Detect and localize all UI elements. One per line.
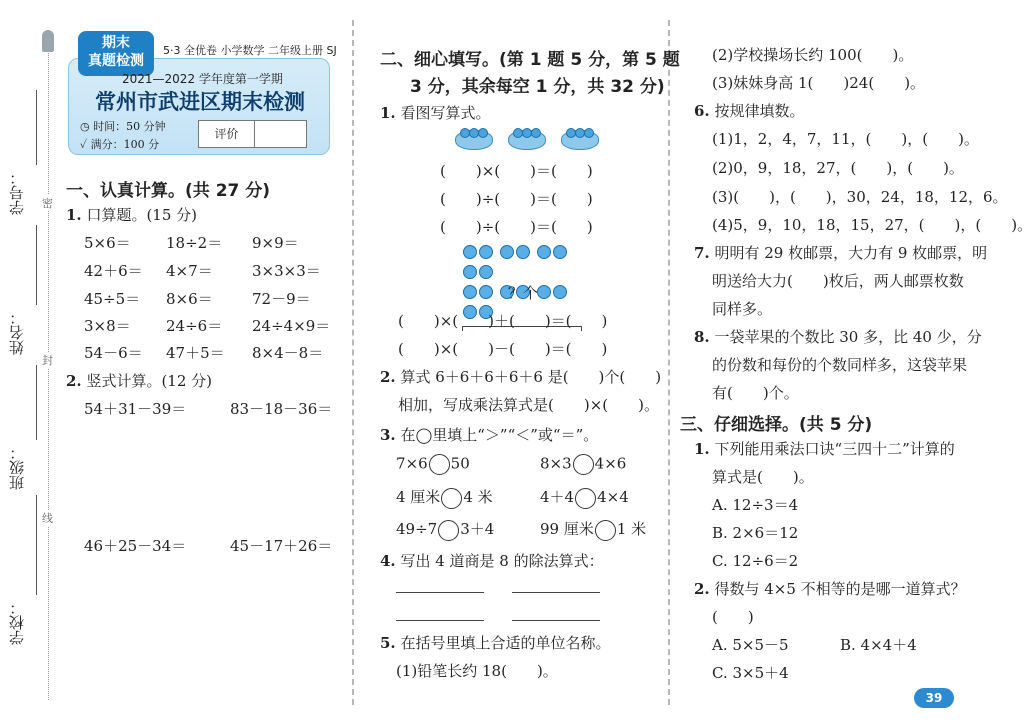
oral-item: 5×6＝ [84,234,131,252]
plates-illustration [455,130,599,154]
class-label: 班级： [8,445,26,490]
choice-1: 1. 下列能用乘法口诀“三四十二”计算的 [694,440,955,458]
seal-char: 密 [42,197,53,210]
apple-icon [553,285,567,299]
apple-icon [463,245,477,259]
oral-item: 45÷5＝ [84,290,141,308]
question-2-2-cont: 相加，写成乘法算式是( )×( )。 [398,396,659,414]
apple-icon [463,285,477,299]
answer-line[interactable] [396,592,484,593]
pattern-item: (1)1，2，4，7，11，( )，( )。 [712,130,979,148]
check-icon: ✓ [80,138,88,151]
choice-1-option-a[interactable]: A. 12÷3＝4 [712,496,799,514]
apple-icon [500,245,514,259]
plate-icon [455,130,493,150]
question-2-5-sub1: (1)铅笔长约 18( )。 [396,662,558,680]
section-2-title-cont: 3 分，其余每空 1 分，共 32 分) [410,77,665,97]
compare-circle[interactable] [595,520,616,541]
question-2-4: 4. 写出 4 道商是 8 的除法算式： [380,552,604,570]
school-line[interactable] [36,495,37,595]
oral-item: 3×8＝ [84,317,131,335]
page-number: 39 [914,688,954,708]
compare-item: 49÷7 3＋4 [396,518,494,541]
question-2-1: 1. 看图写算式。 [380,104,491,122]
name-line[interactable] [36,225,37,305]
oral-item: 8×6＝ [166,290,213,308]
section-3-title: 三、仔细选择。(共 5 分) [680,415,873,435]
compare-circle[interactable] [441,488,462,509]
apple-icon [537,245,551,259]
answer-line[interactable] [396,620,484,621]
equation-row: ( )×( )＋( )＝( ) [398,312,608,330]
question-2-5-sub3: (3)妹妹身高 1( )24( )。 [712,74,926,92]
answer-line[interactable] [512,592,600,593]
question-2-2: 2. 算式 6＋6＋6＋6＋6 是( )个( ) [380,368,662,386]
school-year: 2021—2022 学年度第一学期 [122,72,283,86]
question-2-6: 6. 按规律填数。 [694,102,805,120]
question-1-2: 2. 竖式计算。(12 分) [66,372,213,390]
apple-icon [463,265,477,279]
evaluation-box [198,120,307,148]
binding-dotted-line [48,45,49,700]
equation-row: ( )×( )－( )＝( ) [398,340,608,358]
vertical-calc-item: 54＋31－39＝ [84,400,187,418]
choice-1-cont: 算式是( )。 [712,468,814,486]
compare-item: 99 厘米 1 米 [540,518,646,541]
oral-item: 8×4－8＝ [252,344,324,362]
oral-item: 18÷2＝ [166,234,223,252]
oral-item: 72－9＝ [252,290,311,308]
exam-time: ◷ 时间：50 分钟 [80,120,166,133]
oral-item: 4×7＝ [166,262,213,280]
apple-icon [516,245,530,259]
plate-icon [508,130,546,150]
answer-line[interactable] [512,620,600,621]
question-2-8-cont: 有( )个。 [712,384,799,402]
clock-icon: ◷ [80,120,90,133]
apple-icon [479,245,493,259]
question-2-7: 7. 明明有 29 枚邮票，大力有 9 枚邮票，明 [694,244,988,262]
student-number-line[interactable] [36,90,37,165]
apple-icon [479,285,493,299]
choice-1-option-b[interactable]: B. 2×6＝12 [712,524,799,542]
vertical-calc-item: 83－18－36＝ [230,400,333,418]
choice-2: 2. 得数与 4×5 不相等的是哪一道算式？ [694,580,966,598]
series-info: 5·3 全优卷 小学数学 二年级上册 SJ [163,44,337,57]
question-2-8-cont: 的份数和每份的个数同样多，这袋苹果 [712,356,968,374]
question-1-1: 1. 口算题。(15 分) [66,206,198,224]
question-2-5-sub2: (2)学校操场长约 100( )。 [712,46,914,64]
seal-char: 线 [42,512,53,525]
pattern-item: (4)5，9，10，18，15，27，( )，( )。 [712,216,1032,234]
compare-item: 4＋4 4×4 [540,486,629,509]
page-title: 常州市武进区期末检测 [95,90,305,114]
choice-1-option-c[interactable]: C. 12÷6＝2 [712,552,799,570]
choice-2-option-a[interactable]: A. 5×5－5 [712,636,789,654]
seal-char: 封 [42,354,53,367]
compare-circle[interactable] [573,454,594,475]
question-2-5: 5. 在括号里填上合适的单位名称。 [380,634,611,652]
evaluation-label: 评价 [199,121,255,147]
plate-icon [561,130,599,150]
question-2-7-cont: 同样多。 [712,300,773,318]
oral-item: 24÷4×9＝ [252,317,331,335]
oral-item: 54－6＝ [84,344,143,362]
exam-full-score: ✓ 满分：100 分 [80,138,160,151]
name-label: 姓名： [8,310,26,355]
student-number-label: 学号： [8,170,26,215]
exam-tag: 期末 真题检测 [78,31,154,76]
oral-item: 9×9＝ [252,234,299,252]
apple-icon [479,265,493,279]
class-line[interactable] [36,365,37,440]
section-1-title: 一、认真计算。(共 27 分) [66,181,271,201]
pattern-item: (2)0，9，18，27，( )，( )。 [712,159,964,177]
equation-row: ( )÷( )＝( ) [440,218,593,236]
compare-circle[interactable] [575,488,596,509]
question-2-8: 8. 一袋苹果的个数比 30 多，比 40 少，分 [694,328,982,346]
pattern-item: (3)( )，( )，30，24，18，12，6。 [712,188,1008,206]
rocket-icon [42,30,54,52]
equation-row: ( )÷( )＝( ) [440,190,593,208]
question-2-3: 3. 在◯里填上“＞”“＜”或“＝”。 [380,426,599,444]
compare-item: 7×6 50 [396,454,470,475]
compare-item: 8×3 4×6 [540,454,626,475]
column-divider [352,20,354,705]
choice-2-cont: ( ) [712,608,754,626]
oral-item: 3×3×3＝ [252,262,321,280]
oral-item: 42＋6＝ [84,262,143,280]
school-label: 学校： [8,600,26,645]
choice-2-option-b[interactable]: B. 4×4＋4 [840,636,917,654]
choice-2-option-c[interactable]: C. 3×5＋4 [712,664,789,682]
equation-row: ( )×( )＝( ) [440,162,593,180]
apple-icon [537,285,551,299]
vertical-calc-item: 46＋25－34＝ [84,537,187,555]
question-2-7-cont: 明送给大力( )枚后，两人邮票枚数 [712,272,964,290]
question-mark-label: ？个 [508,284,539,302]
compare-item: 4 厘米 4 米 [396,486,493,509]
apple-icon [553,245,567,259]
oral-item: 47＋5＝ [166,344,225,362]
compare-circle[interactable] [429,454,450,475]
section-2-title: 二、细心填写。(第 1 题 5 分，第 5 题 [380,50,680,70]
compare-circle[interactable] [438,520,459,541]
vertical-calc-item: 45－17＋26＝ [230,537,333,555]
column-divider [668,20,670,705]
oral-item: 24÷6＝ [166,317,223,335]
